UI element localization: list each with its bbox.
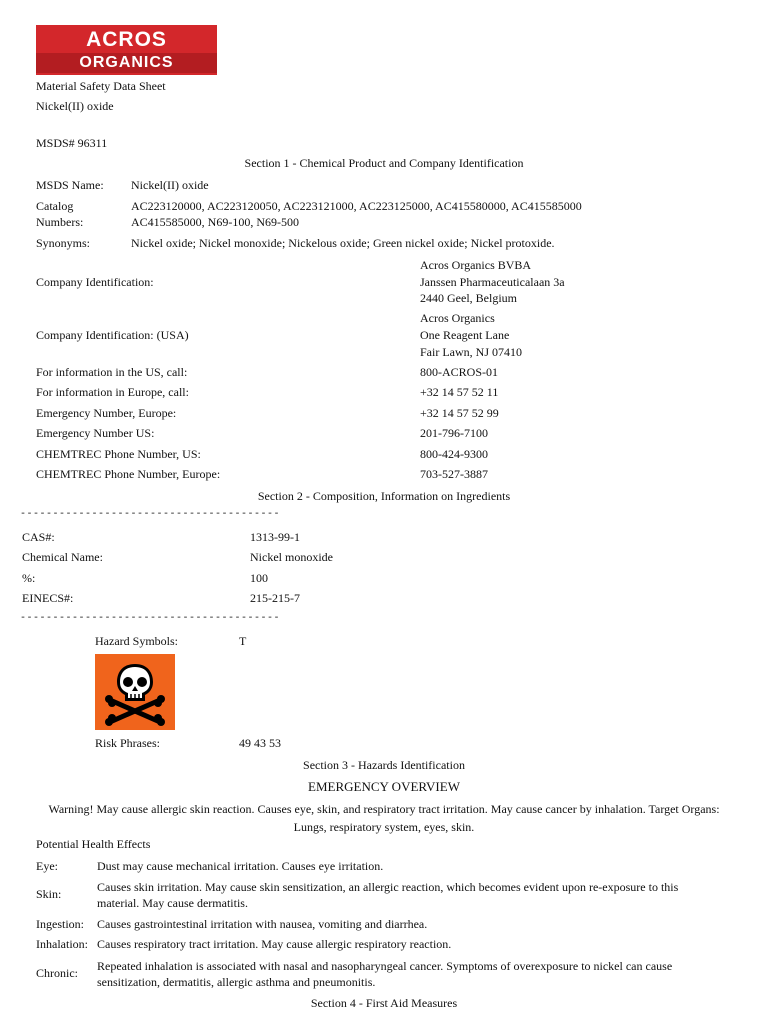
company-usa-line: One Reagent Lane bbox=[420, 328, 510, 342]
chronic-label: Chronic: bbox=[36, 966, 78, 980]
warning-text: Warning! May cause allergic skin reaction. Causes eye, skin, and respiratory tract irritation. May cause cancer by inhalation. Target Organs: Lungs, respiratory system, eyes, skin. bbox=[48, 802, 720, 834]
contact-label: Emergency Number, Europe: bbox=[36, 406, 177, 420]
company-usa-line: Fair Lawn, NJ 07410 bbox=[420, 345, 522, 359]
ingredient-value: 1313-99-1 bbox=[250, 530, 300, 544]
chronic-value: Repeated inhalation is associated with nasal and nasopharyngeal cancer. Symptoms of overexposure to nickel can cause sensitization, dermatitis, allergic asthma and pneumonitis. bbox=[97, 959, 673, 989]
hazard-symbols-value: T bbox=[239, 634, 247, 648]
logo-bottom-text: ORGANICS bbox=[79, 54, 174, 71]
logo-bottom-band bbox=[36, 53, 217, 73]
ingredient-label: CAS#: bbox=[22, 530, 55, 544]
health-effects-heading: Potential Health Effects bbox=[36, 837, 151, 851]
catalog-label-line1: Catalog bbox=[36, 199, 74, 213]
eye-value: Dust may cause mechanical irritation. Causes eye irritation. bbox=[97, 859, 384, 873]
section2-heading: Section 2 - Composition, Information on Ingredients bbox=[257, 489, 511, 503]
contact-value: 703-527-3887 bbox=[420, 467, 488, 481]
logo-top-text: ACROS bbox=[86, 28, 167, 51]
company-line: Acros Organics BVBA bbox=[420, 258, 532, 272]
ingredient-value: 100 bbox=[250, 571, 268, 585]
contact-label: For information in Europe, call: bbox=[36, 385, 189, 399]
acros-organics-logo bbox=[36, 25, 217, 75]
contact-value: 800-424-9300 bbox=[420, 447, 488, 461]
inhalation-label: Inhalation: bbox=[36, 937, 88, 951]
contact-label: CHEMTREC Phone Number, Europe: bbox=[36, 467, 221, 481]
company-id-label: Company Identification: bbox=[36, 275, 154, 289]
msds-number: MSDS# 96311 bbox=[36, 136, 108, 150]
ingredient-value: 215-215-7 bbox=[250, 591, 300, 605]
contact-value: +32 14 57 52 99 bbox=[420, 406, 499, 420]
catalog-label-line2: Numbers: bbox=[36, 215, 84, 229]
ingredient-label: EINECS#: bbox=[22, 591, 74, 605]
ingestion-value: Causes gastrointestinal irritation with nausea, vomiting and diarrhea. bbox=[97, 917, 428, 931]
contact-value: 201-796-7100 bbox=[420, 426, 488, 440]
synonyms-label: Synonyms: bbox=[36, 236, 91, 250]
catalog-numbers-line1: AC223120000, AC223120050, AC223121000, AC223125000, AC415580000, AC415585000 bbox=[131, 199, 582, 213]
msds-name-label: MSDS Name: bbox=[36, 178, 104, 192]
ingredient-label: Chemical Name: bbox=[22, 550, 103, 564]
inhalation-value: Causes respiratory tract irritation. May cause allergic respiratory reaction. bbox=[97, 937, 452, 951]
catalog-numbers-line2: AC415585000, N69-100, N69-500 bbox=[131, 215, 299, 229]
contact-value: +32 14 57 52 11 bbox=[420, 385, 499, 399]
ingredient-value: Nickel monoxide bbox=[250, 550, 333, 564]
section1-heading: Section 1 - Chemical Product and Company Identification bbox=[244, 156, 524, 170]
skull-crossbones-icon bbox=[95, 654, 175, 730]
eye-label: Eye: bbox=[36, 859, 58, 873]
ingestion-label: Ingestion: bbox=[36, 917, 84, 931]
contact-label: For information in the US, call: bbox=[36, 365, 188, 379]
skin-label: Skin: bbox=[36, 887, 62, 901]
hazard-symbols-label: Hazard Symbols: bbox=[95, 634, 178, 648]
section3-heading: Section 3 - Hazards Identification bbox=[303, 758, 465, 772]
contact-value: 800-ACROS-01 bbox=[420, 365, 499, 379]
skin-value: Causes skin irritation. May cause skin sensitization, an allergic reaction, which becomes evident upon re-exposure to this material. May cause dermatitis. bbox=[97, 880, 679, 910]
synonyms-value: Nickel oxide; Nickel monoxide; Nickelous oxide; Green nickel oxide; Nickel protoxide. bbox=[131, 236, 555, 250]
company-usa-label: Company Identification: (USA) bbox=[36, 328, 189, 342]
risk-phrases-label: Risk Phrases: bbox=[95, 736, 161, 750]
contact-label: Emergency Number US: bbox=[36, 426, 155, 440]
ingredient-label: %: bbox=[22, 571, 36, 585]
contact-label: CHEMTREC Phone Number, US: bbox=[36, 447, 201, 461]
risk-phrases-value: 49 43 53 bbox=[239, 736, 281, 750]
divider-dashes-top: ---------------------------------------- bbox=[20, 509, 281, 520]
emergency-overview-heading: EMERGENCY OVERVIEW bbox=[308, 779, 460, 794]
msds-name-value: Nickel(II) oxide bbox=[131, 178, 209, 192]
doc-title: Material Safety Data Sheet bbox=[36, 79, 166, 93]
company-usa-line: Acros Organics bbox=[420, 311, 495, 325]
company-line: Janssen Pharmaceuticalaan 3a bbox=[420, 275, 565, 289]
product-name: Nickel(II) oxide bbox=[36, 99, 114, 113]
divider-dashes-bottom: ---------------------------------------- bbox=[20, 613, 281, 624]
section4-heading: Section 4 - First Aid Measures bbox=[310, 996, 458, 1010]
company-line: 2440 Geel, Belgium bbox=[420, 291, 517, 305]
